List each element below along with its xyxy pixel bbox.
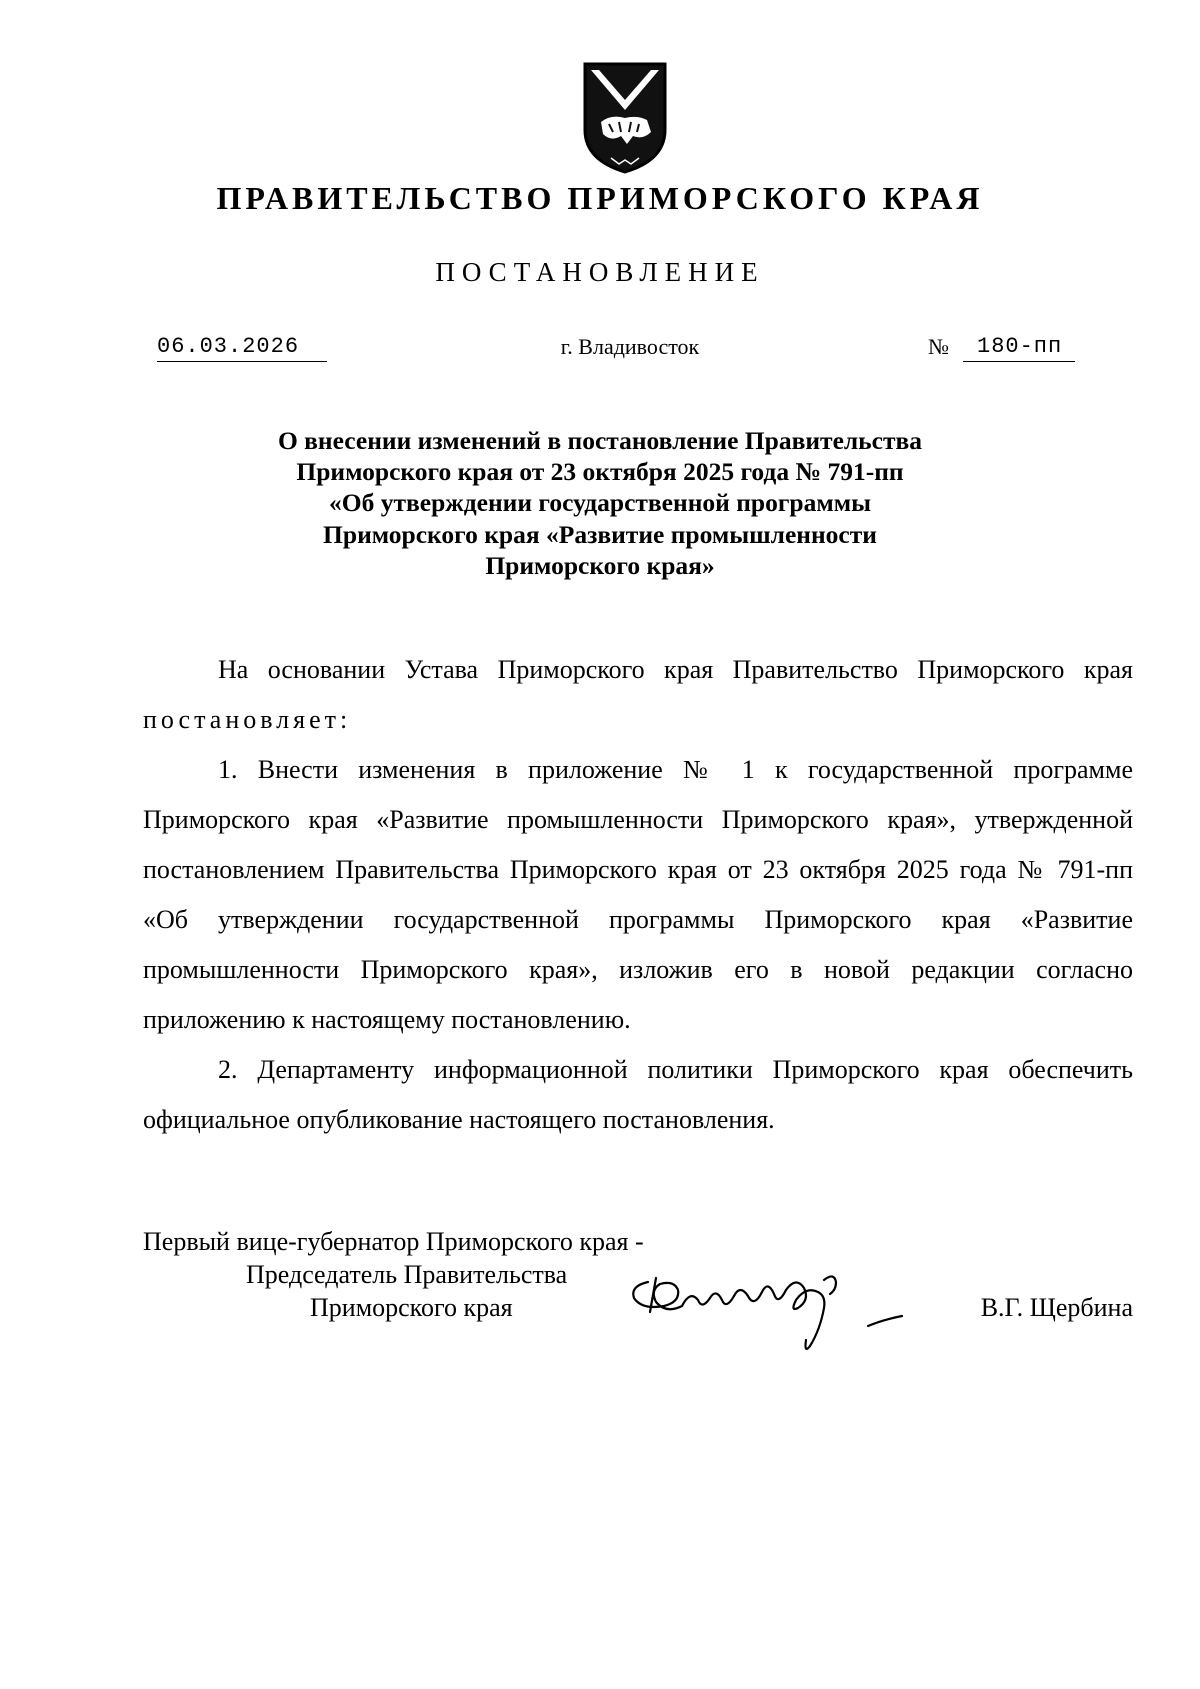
document-type: ПОСТАНОВЛЕНИЕ xyxy=(435,257,765,287)
preamble-text: На основании Устава Приморского края Правительство Приморского края xyxy=(218,655,1133,684)
subject-line: «Об утверждении государственной программы xyxy=(329,488,871,518)
preamble-paragraph xyxy=(143,645,1133,745)
subject-line: Приморского края «Развитие промышленности xyxy=(323,519,877,549)
position-line: Приморского края xyxy=(310,1293,513,1322)
position-line: Председатель Правительства xyxy=(246,1260,568,1289)
document-date: 06.03.2026 xyxy=(157,333,327,362)
organization-title: ПРАВИТЕЛЬСТВО ПРИМОРСКОГО КРАЯ xyxy=(216,180,984,216)
document-subject xyxy=(200,425,1000,581)
number-sign: № xyxy=(928,334,949,359)
item-1-paragraph: 1. Внести изменения в приложение № 1 к государственной программе Приморского края «Развитие промышленности Приморского края», утвержденной постановлением Правительства Приморского края от 23 октября 2025 года № 791-пп «Об утверждении государственной программы Приморского края «Развитие промышленности Приморского края», изложив его в новой редакции согласно приложению к настоящему постановлению. xyxy=(143,755,1133,1034)
position-line: Первый вице-губернатор Приморского края - xyxy=(143,1227,644,1256)
subject-line: О внесении изменений в постановление Правительства xyxy=(277,426,923,455)
document-body xyxy=(143,645,1133,1145)
subject-line: Приморского края от 23 октября 2025 года № 791-пп xyxy=(296,457,904,487)
document-city: г. Владивосток xyxy=(560,334,700,359)
signatory-name: В.Г. Щербина xyxy=(980,1293,1133,1322)
item-2-paragraph: 2. Департаменту информационной политики Приморского края обеспечить официальное опубликование настоящего постановления. xyxy=(143,1055,1133,1134)
subject-line: Приморского края» xyxy=(485,550,715,580)
preamble-action: постановляет: xyxy=(143,705,352,734)
coat-of-arms-icon xyxy=(581,60,669,178)
document-number: 180-пп xyxy=(963,333,1075,362)
